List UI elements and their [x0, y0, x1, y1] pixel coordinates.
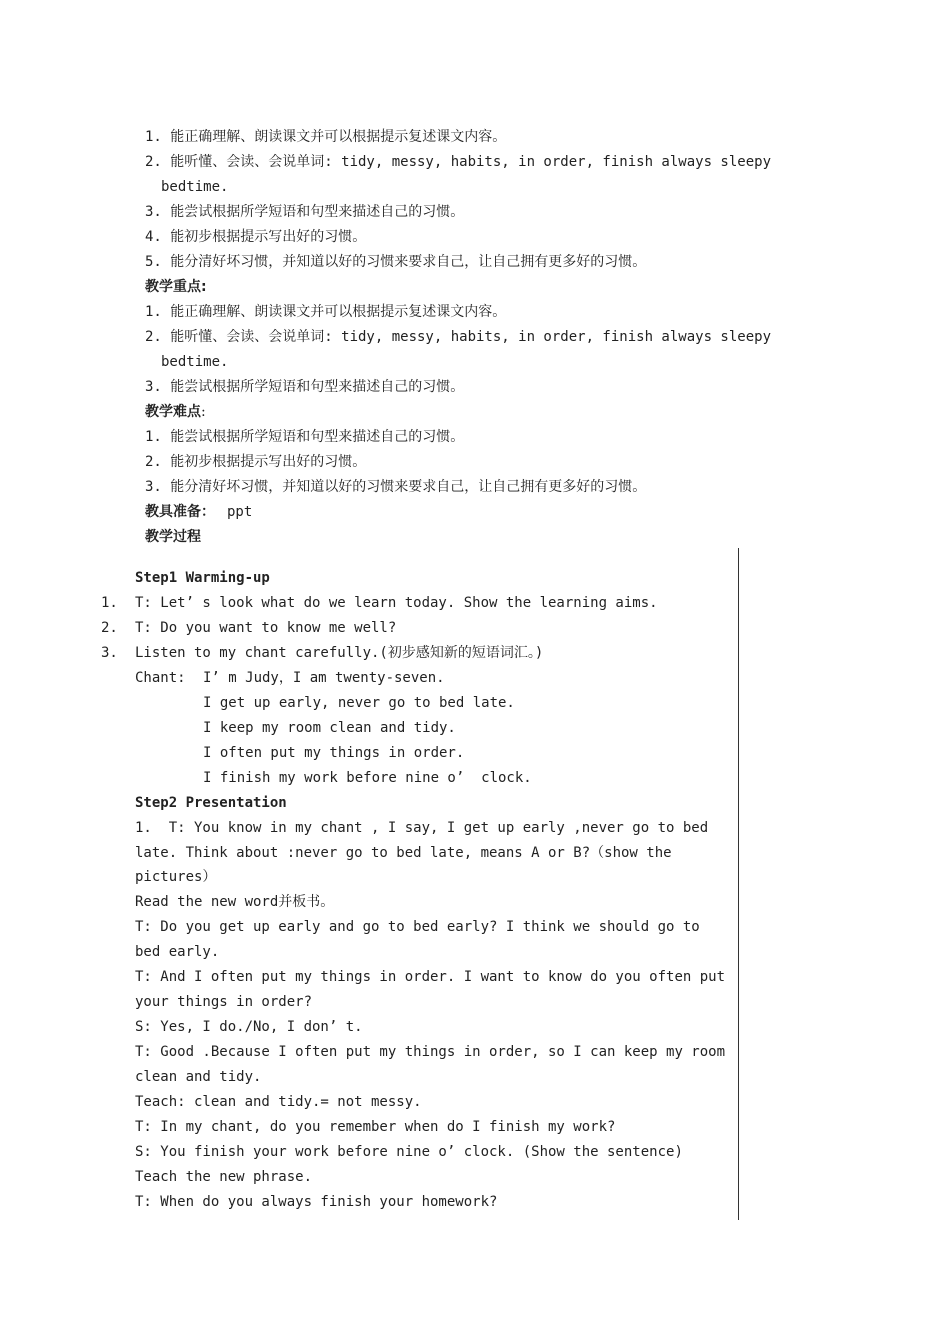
step1-item-3-num: 3. — [101, 645, 118, 661]
key-point-2-cont: bedtime. — [161, 354, 229, 370]
objective-1: 1. 能正确理解、朗读课文并可以根据提示复述课文内容。 — [145, 129, 507, 145]
step1-item-2-text: T: Do you want to know me well? — [135, 620, 397, 636]
step2-line: pictures） — [135, 869, 217, 885]
difficult-point-2: 2. 能初步根据提示写出好的习惯。 — [145, 454, 367, 470]
step2-line: T: And I often put my things in order. I want to know do you often put — [135, 969, 726, 985]
step2-line: late. Think about :never go to bed late, means A or B?（show the — [135, 845, 672, 861]
step1-title: Step1 Warming-up — [135, 570, 270, 586]
tools-label: 教具准备： — [145, 504, 215, 520]
table-border-line — [738, 548, 739, 1220]
step2-line: clean and tidy. — [135, 1069, 262, 1085]
step2-line: bed early. — [135, 944, 220, 960]
step2-line: T: In my chant, do you remember when do I finish my work? — [135, 1119, 616, 1135]
step2-line: S: Yes, I do./No, I don’ t. — [135, 1019, 363, 1035]
step2-line: T: Good .Because I often put my things in order, so I can keep my room — [135, 1044, 726, 1060]
step2-line: T: When do you always finish your homework? — [135, 1194, 498, 1210]
key-point-3: 3. 能尝试根据所学短语和句型来描述自己的习惯。 — [145, 379, 465, 395]
chant-line-2: I get up early, never go to bed late. — [203, 695, 515, 711]
difficult-point-1: 1. 能尝试根据所学短语和句型来描述自己的习惯。 — [145, 429, 465, 445]
step1-item-1-num: 1. — [101, 595, 118, 611]
step2-line: Teach: clean and tidy.= not messy. — [135, 1094, 422, 1110]
step2-title: Step2 Presentation — [135, 795, 287, 811]
difficult-point-3: 3. 能分清好坏习惯，并知道以好的习惯来要求自己，让自己拥有更多好的习惯。 — [145, 479, 647, 495]
chant-label: Chant: — [135, 670, 186, 686]
chant-line-5: I finish my work before nine o’ clock. — [203, 770, 532, 786]
step1-item-3-text: Listen to my chant carefully.(初步感知新的短语词汇。) — [135, 645, 544, 661]
tools-line — [145, 503, 252, 521]
step2-line: S: You finish your work before nine o’ clock. (Show the sentence) — [135, 1144, 683, 1160]
process-heading: 教学过程 — [145, 529, 201, 545]
objective-5: 5. 能分清好坏习惯，并知道以好的习惯来要求自己，让自己拥有更多好的习惯。 — [145, 254, 647, 270]
objective-4: 4. 能初步根据提示写出好的习惯。 — [145, 229, 367, 245]
difficult-points-title: 教学难点 — [145, 404, 201, 420]
objective-2: 2. 能听懂、会读、会说单词: tidy, messy, habits, in order, finish always sleepy — [145, 154, 772, 170]
step2-line: your things in order? — [135, 994, 313, 1010]
step1-item-1-text: T: Let’ s look what do we learn today. Show the learning aims. — [135, 595, 658, 611]
objective-3: 3. 能尝试根据所学短语和句型来描述自己的习惯。 — [145, 204, 465, 220]
step2-line: 1. T: You know in my chant , I say, I get up early ,never go to bed — [135, 820, 709, 836]
step2-line: Read the new word并板书。 — [135, 894, 335, 910]
tools-value: ppt — [227, 504, 253, 520]
difficult-points-colon: : — [201, 404, 206, 420]
step2-line: Teach the new phrase. — [135, 1169, 313, 1185]
key-point-2: 2. 能听懂、会读、会说单词: tidy, messy, habits, in order, finish always sleepy — [145, 329, 772, 345]
key-points-heading: 教学重点: — [145, 279, 207, 295]
key-point-1: 1. 能正确理解、朗读课文并可以根据提示复述课文内容。 — [145, 304, 507, 320]
chant-line-4: I often put my things in order. — [203, 745, 465, 761]
step2-line: T: Do you get up early and go to bed early? I think we should go to — [135, 919, 700, 935]
objective-2-cont: bedtime. — [161, 179, 229, 195]
chant-line-1: I’ m Judy，I am twenty-seven. — [203, 670, 445, 686]
step1-item-2-num: 2. — [101, 620, 118, 636]
chant-line-3: I keep my room clean and tidy. — [203, 720, 456, 736]
difficult-points-heading — [145, 403, 206, 421]
